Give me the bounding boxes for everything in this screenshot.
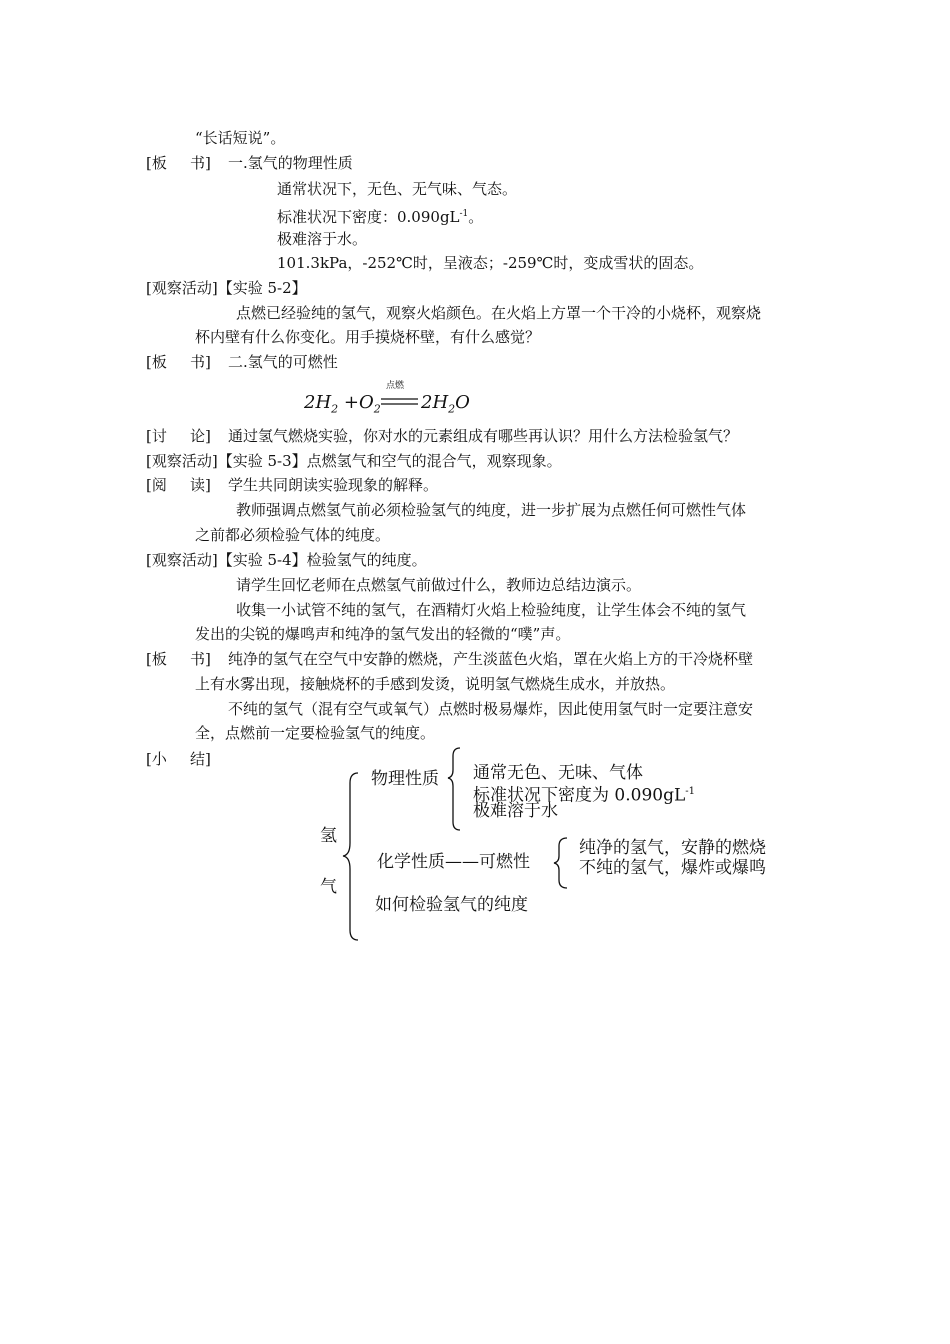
text-line: 上有水雾出现，接触烧杯的手感到发烫，说明氢气燃烧生成水，并放热。 xyxy=(195,675,676,693)
root-char: 氢 xyxy=(320,826,337,846)
text-line: 发出的尖锐的爆鸣声和纯净的氢气发出的轻微的“噗”声。 xyxy=(195,625,571,643)
eq-o: O xyxy=(358,392,374,413)
section-heading: 一.氢气的物理性质 xyxy=(228,154,353,172)
physical-label: 物理性质 xyxy=(371,769,439,789)
board-text: 纯净的氢气在空气中安静的燃烧，产生淡蓝色火焰，罩在火焰上方的干冷烧杯壁 xyxy=(228,650,754,668)
text-line: 收集一小试管不纯的氢气，在酒精灯火焰上检验纯度，让学生体会不纯的氢气 xyxy=(236,601,747,619)
section-heading: 二.氢气的可燃性 xyxy=(228,353,338,371)
eq-sub: 2 xyxy=(331,402,339,416)
eq-condition: 点燃 xyxy=(386,381,405,391)
text-line: 点燃已经验纯的氢气，观察火焰颜色。在火焰上方罩一个干冷的小烧杯，观察烧 xyxy=(236,304,762,322)
density-item: 标准状况下密度为 0.090gL xyxy=(473,785,686,806)
tag-open: [小 xyxy=(146,750,167,768)
text-line: 极难溶于水。 xyxy=(277,230,368,248)
discussion-text: 通过氢气燃烧实验，你对水的元素组成有哪些再认识？用什么方法检验氢气？ xyxy=(228,427,739,445)
tag-open: [板 xyxy=(146,154,167,172)
tag-close: 书] xyxy=(190,154,211,172)
text-line: 不纯的氢气（混有空气或氧气）点燃时极易爆炸，因此使用氢气时一定要注意安 xyxy=(228,700,754,718)
text-line: 101.3kPa，-252℃时，呈液态；-259℃时，变成雪状的固态。 xyxy=(277,254,704,272)
eq-sub: 2 xyxy=(448,402,456,416)
experiment-label: 【实验 5-3】点燃氢气和空气的混合气，观察现象。 xyxy=(217,452,562,470)
eq-o: O xyxy=(455,392,470,413)
chemical-item: 不纯的氢气，爆炸或爆鸣 xyxy=(579,858,766,878)
root-char: 气 xyxy=(320,877,337,897)
chemical-brace xyxy=(554,838,567,888)
text-line: 请学生回忆老师在点燃氢气前做过什么，教师边总结边演示。 xyxy=(236,576,642,594)
text-line: 通常状况下，无色、无气味、气态。 xyxy=(277,180,518,198)
observe-tag: [观察活动] xyxy=(146,551,218,569)
experiment-label: 【实验 5-2】 xyxy=(217,279,307,297)
eq-h2-coef: 2H xyxy=(304,392,332,413)
density-post: 。 xyxy=(468,208,484,226)
text-line: 之前都必须检验气体的纯度。 xyxy=(195,526,391,544)
physical-item: 通常无色、无味、气体 xyxy=(473,763,643,783)
physical-brace xyxy=(448,748,460,830)
text-line: 杯内壁有什么你变化。用手摸烧杯壁，有什么感觉？ xyxy=(195,328,541,346)
tag-close: 书] xyxy=(190,650,211,668)
tag-close: 论] xyxy=(190,427,211,445)
experiment-label: 【实验 5-4】检验氢气的纯度。 xyxy=(217,551,427,569)
tag-open: [板 xyxy=(146,353,167,371)
observe-tag: [观察活动] xyxy=(146,452,218,470)
observe-tag: [观察活动] xyxy=(146,279,218,297)
chemical-label: 化学性质——可燃性 xyxy=(377,852,530,872)
detect-label: 如何检验氢气的纯度 xyxy=(375,895,528,915)
density-text: 标准状况下密度：0.090gL xyxy=(277,208,460,226)
main-brace xyxy=(343,773,358,940)
density-sup: -1 xyxy=(685,786,695,797)
tag-open: [板 xyxy=(146,650,167,668)
eq-sub: 2 xyxy=(373,402,381,416)
chemical-item: 纯净的氢气，安静的燃烧 xyxy=(579,838,766,858)
physical-item: 极难溶于水 xyxy=(473,801,558,821)
text-line: 教师强调点燃氢气前必须检验氢气的纯度，进一步扩展为点燃任何可燃性气体 xyxy=(236,501,747,519)
tag-close: 结] xyxy=(190,750,211,768)
eq-h2o-coef: 2H xyxy=(421,392,449,413)
density-sup: -1 xyxy=(459,209,469,219)
text-line: “长话短说”。 xyxy=(195,129,286,147)
read-text: 学生共同朗读实验现象的解释。 xyxy=(228,476,439,494)
tag-close: 读] xyxy=(190,476,211,494)
tag-open: [讨 xyxy=(146,427,167,445)
eq-plus: + xyxy=(343,392,359,413)
text-line: 全，点燃前一定要检验氢气的纯度。 xyxy=(195,724,436,742)
tag-open: [阅 xyxy=(146,476,167,494)
tag-close: 书] xyxy=(190,353,211,371)
